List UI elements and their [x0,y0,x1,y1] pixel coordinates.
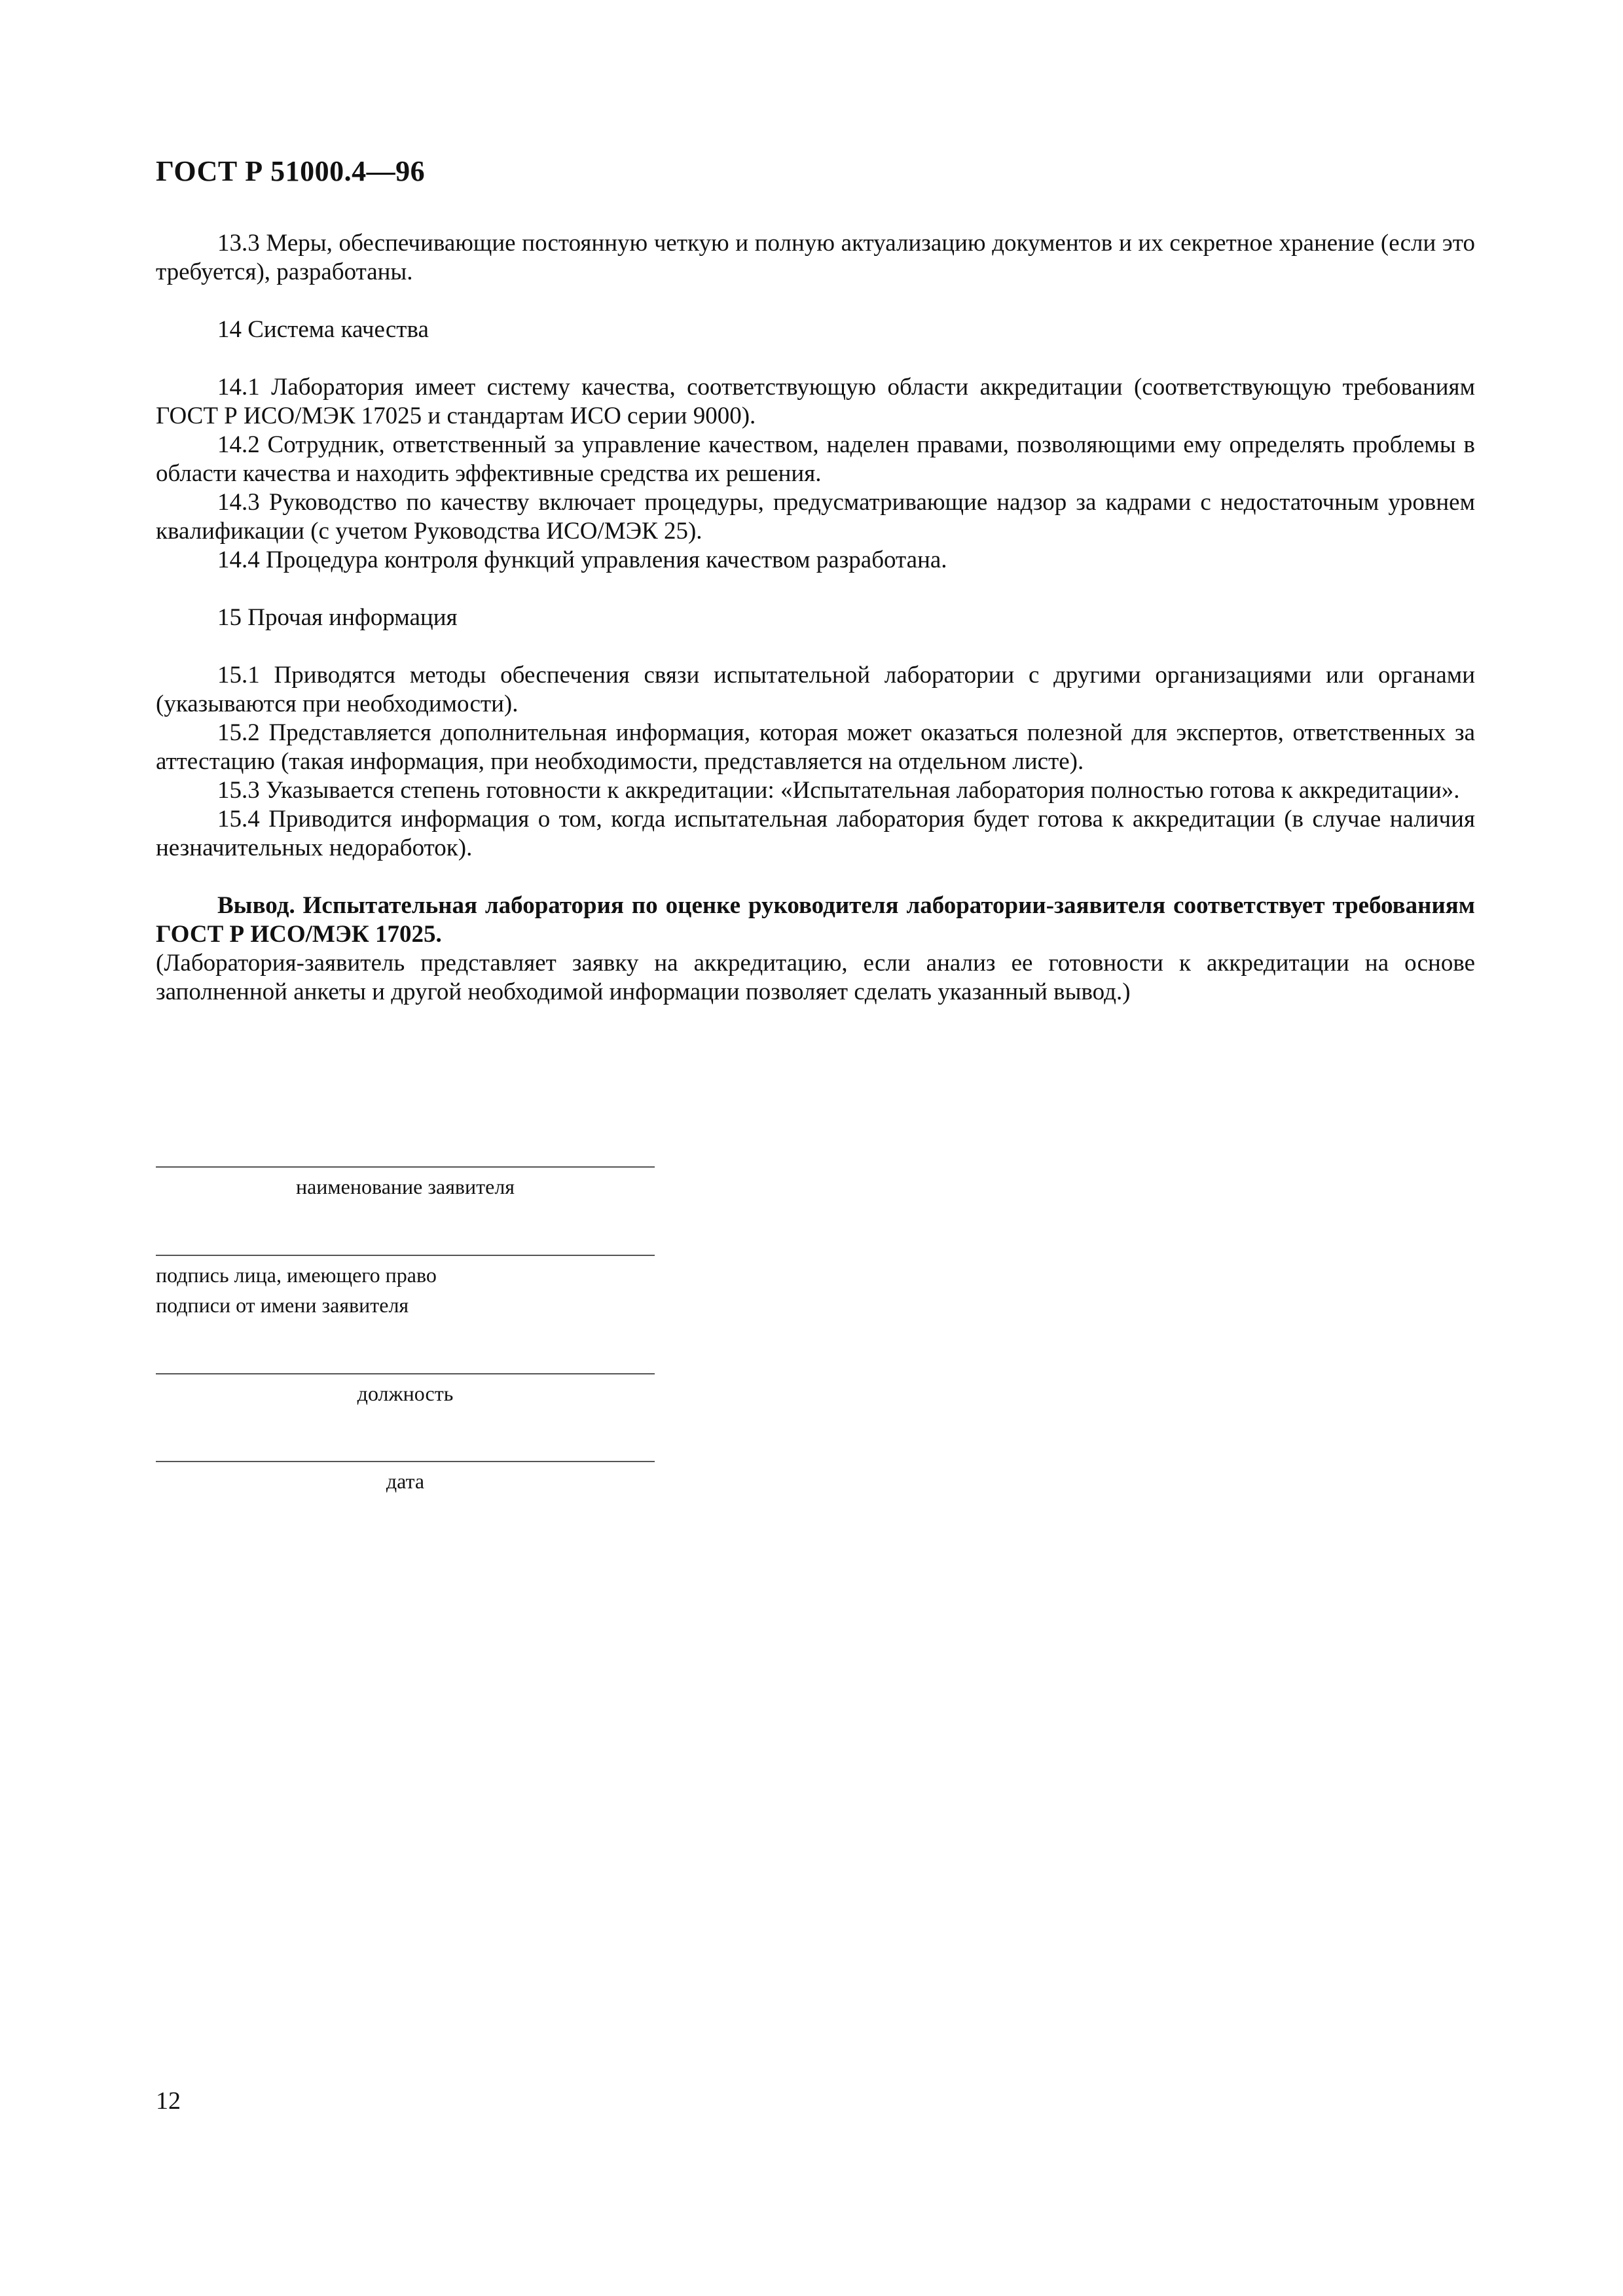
paragraph-13-3: 13.3 Меры, обеспечивающие постоянную четкую и полную актуализацию документов и их секретное хранение (если это требуется), разработаны. [156,230,1475,285]
paragraph-15-4: 15.4 Приводится информация о том, когда испытательная лаборатория будет готова к аккредитации (в случае наличия незначительных недоработок). [156,806,1475,861]
paragraph-15-1: 15.1 Приводятся методы обеспечения связи испытательной лаборатории с другими организациями или органами (указываются при необходимости). [156,662,1475,717]
signature-field [156,1255,655,1320]
document-body [156,229,1475,1007]
date-line [156,1461,655,1462]
paragraph-14-2: 14.2 Сотрудник, ответственный за управление качеством, наделен правами, позволяющими ему определять проблемы в области качества и находить эффективные средства их решения. [156,431,1475,487]
applicant-name-field [156,1166,655,1202]
document-header: ГОСТ Р 51000.4—96 [156,155,426,187]
date-field [156,1461,655,1496]
date-caption: дата [386,1469,425,1493]
position-field [156,1373,655,1408]
signature-caption-line1: подпись лица, имеющего право [156,1263,437,1287]
signature-line [156,1255,655,1256]
conclusion-paragraph: Вывод. Испытательная лаборатория по оценке руководителя лаборатории-заявителя соответствует требованиям ГОСТ Р ИСО/МЭК 17025. [156,892,1475,948]
paragraph-14-3: 14.3 Руководство по качеству включает процедуры, предусматривающие надзор за кадрами с недостаточным уровнем квалификации (с учетом Руководства ИСО/МЭК 25). [156,489,1475,545]
applicant-name-caption: наименование заявителя [295,1175,515,1198]
note-paragraph: (Лаборатория-заявитель представляет заявку на аккредитацию, если анализ ее готовности к аккредитации на основе заполненной анкеты и другой необходимой информации позволяет сделать указанный вывод.) [156,950,1475,1005]
page-number: 12 [156,2087,181,2115]
paragraph-15-3: 15.3 Указывается степень готовности к аккредитации: «Испытательная лаборатория полностью готова к аккредитации». [217,777,1460,804]
section-heading-14: 14 Система качества [217,316,429,343]
position-line [156,1373,655,1374]
paragraph-15-2: 15.2 Представляется дополнительная информация, которая может оказаться полезной для экспертов, ответственных за аттестацию (такая информация, при необходимости, представляется на отдельном листе). [156,719,1475,775]
position-caption: должность [357,1382,454,1405]
paragraph-14-1: 14.1 Лаборатория имеет систему качества, соответствующую области аккредитации (соответствующую требованиям ГОСТ Р ИСО/МЭК 17025 и стандартам ИСО серии 9000). [156,374,1475,429]
section-heading-15: 15 Прочая информация [217,604,458,631]
paragraph-14-4: 14.4 Процедура контроля функций управления качеством разработана. [217,547,947,573]
signature-caption-line2: подписи от имени заявителя [156,1293,409,1317]
applicant-name-line [156,1166,655,1168]
